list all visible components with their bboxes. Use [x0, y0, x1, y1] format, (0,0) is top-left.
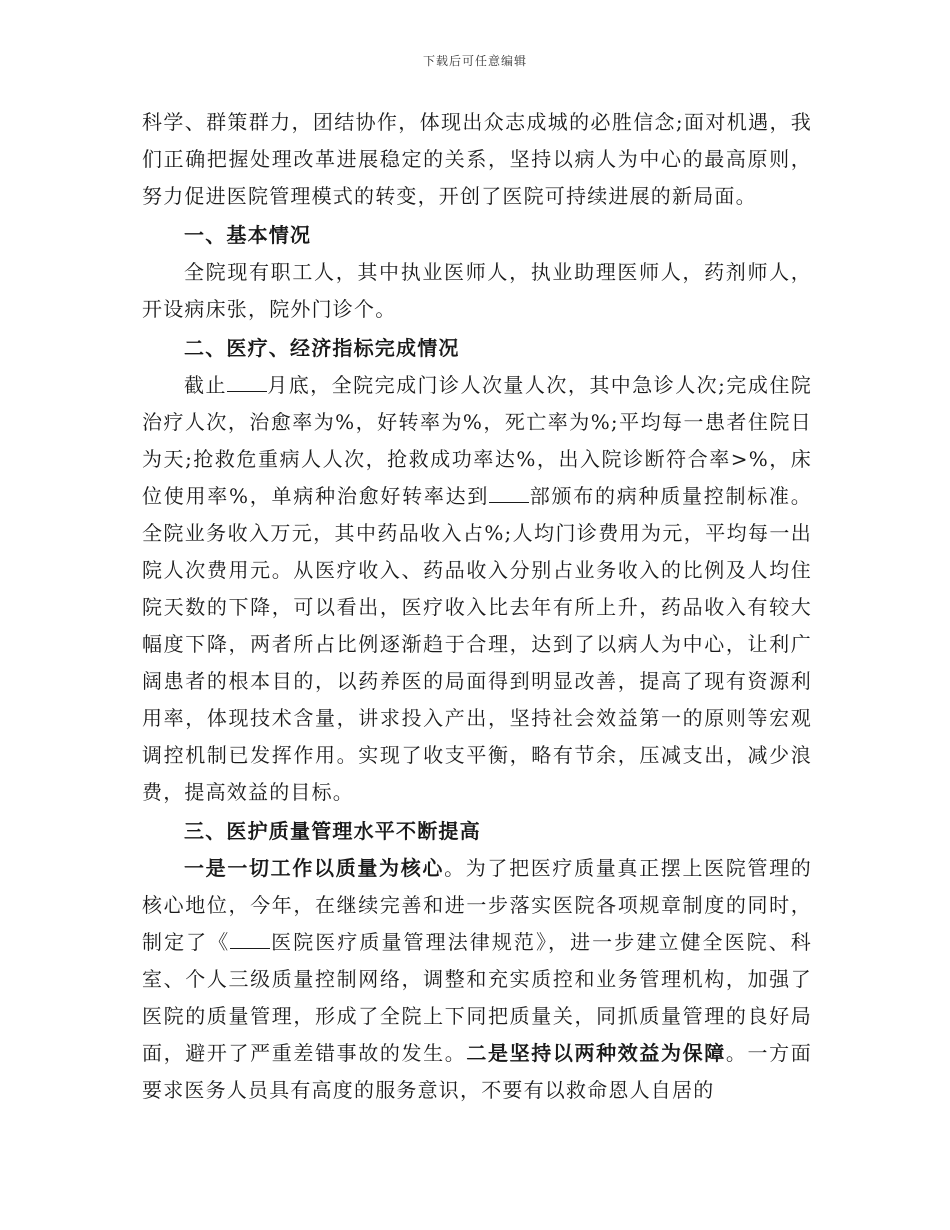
quality-text-a: 。为了把医疗质量真正摆上医院管理的核心地位，今年，在继续完善和进一步落实医院各项规章制度的同时，制定了《	[142, 856, 812, 954]
blank-line	[230, 930, 270, 949]
section-heading-basic-info: 一、基本情况	[184, 223, 312, 247]
quality-text-b: 医院医疗质量管理法律规范》，进一步建立健全医院、科室、个人三级质量控制网络，调整和充实质控和业务管理机构，加强了医院的质量管理，形成了全院上下同把质量关，同抓质量管理的良好局面，避开了严重差错事故的发生。	[142, 930, 812, 1065]
quality-point-two: 二是坚持以两种效益为保障	[466, 1041, 726, 1065]
indicators-text-end: 部颁布的病种质量控制标准。全院业务收入万元，其中药品收入占%;人均门诊费用为元，平均每一出院人次费用元。从医疗收入、药品收入分别占业务收入的比例及人均住院天数的下降，可以看出，医疗收入比去年有所上升，药品收入有较大幅度下降，两者所占比例逐渐趋于合理，达到了以病人为中心，让利广阔患者的根本目的，以药养医的局面得到明显改善，提高了现有资源利用率，体现技术含量，讲求投入产出，坚持社会效益第一的原则等宏观调控机制已发挥作用。实现了收支平衡，略有节余，压减支出，减少浪费，提高效益的目标。	[142, 484, 812, 804]
indicators-text-middle: 月底，全院完成门诊人次量人次，其中急诊人次;完成住院治疗人次，治愈率为%，好转率为%，死亡率为%;平均每一患者住院日为天;抢救危重病人人次，抢救成功率达%，出入院诊断符合率>%，床位使用率%，单病种治愈好转率达到	[142, 373, 812, 508]
page-header-note: 下载后可任意编辑	[422, 54, 527, 68]
section-heading-indicators: 二、医疗、经济指标完成情况	[184, 336, 460, 360]
blank-line	[489, 484, 529, 503]
paragraph-indicators	[142, 367, 812, 811]
section-heading-quality: 三、医护质量管理水平不断提高	[184, 819, 481, 843]
quality-point-one: 一是一切工作以质量为核心	[184, 856, 445, 880]
indicators-text-start: 截止	[184, 373, 227, 397]
paragraph-basic-info: 全院现有职工人，其中执业医师人，执业助理医师人，药剂师人，开设病床张，院外门诊个。	[142, 260, 812, 321]
document-body	[142, 104, 812, 1109]
quality-text-c: 。一方面要求医务人员具有高度的服务意识，不要有以救命恩人自居的	[142, 1041, 812, 1102]
blank-line	[227, 373, 267, 392]
paragraph-quality	[142, 850, 812, 1109]
intro-paragraph: 科学、群策群力，团结协作，体现出众志成城的必胜信念;面对机遇，我们正确把握处理改革进展稳定的关系，坚持以病人为中心的最高原则，努力促进医院管理模式的转变，开创了医院可持续进展的新局面。	[142, 110, 812, 208]
